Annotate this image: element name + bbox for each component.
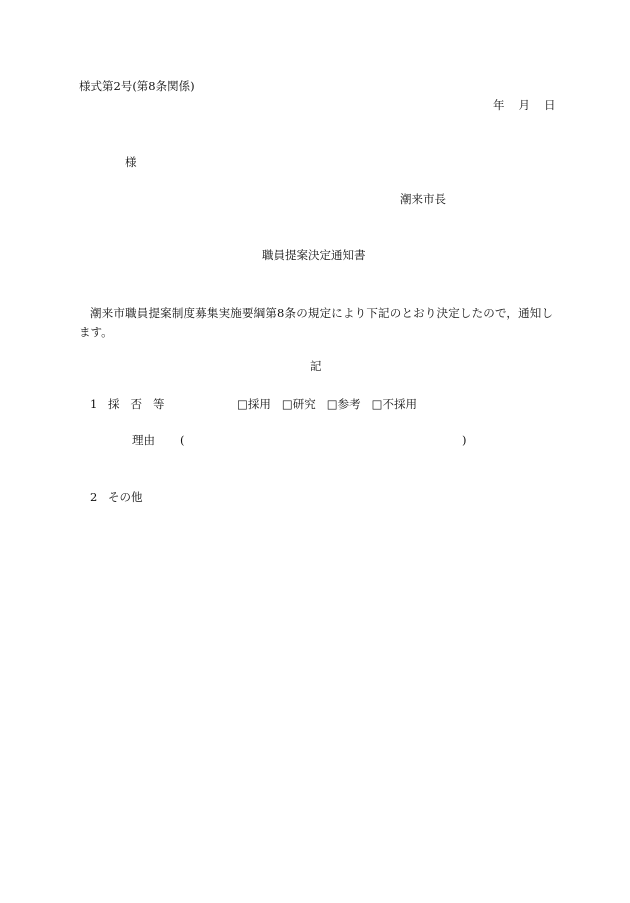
decision-options (237, 399, 417, 411)
item2-number: 2 (90, 490, 98, 504)
item2-label: その他 (108, 490, 143, 504)
recipient-suffix: 様 (125, 155, 137, 169)
option-adopt: □採用 (237, 397, 271, 411)
date-year: 年 (493, 98, 505, 112)
option-reject: □不採用 (371, 397, 417, 411)
form-number: 様式第2号(第8条関係) (79, 79, 195, 93)
item1-number: 1 (90, 397, 98, 411)
date-line (493, 100, 556, 112)
document-title: 職員提案決定通知書 (262, 248, 366, 262)
option-research: □研究 (281, 397, 316, 411)
ki-heading: 記 (310, 359, 322, 373)
reason-open-paren: ( (180, 433, 185, 447)
option-reference: □参考 (326, 397, 361, 411)
date-month: 月 (518, 98, 530, 112)
issuer: 潮来市長 (400, 192, 446, 206)
body-text: 潮来市職員提案制度募集実施要綱第8条の規定により下記のとおり決定したので，通知します。 (79, 306, 553, 339)
date-day: 日 (544, 98, 556, 112)
reason-close-paren: ) (462, 433, 467, 447)
item1-label: 採否等 (108, 397, 176, 411)
reason-label: 理由 (132, 433, 155, 447)
